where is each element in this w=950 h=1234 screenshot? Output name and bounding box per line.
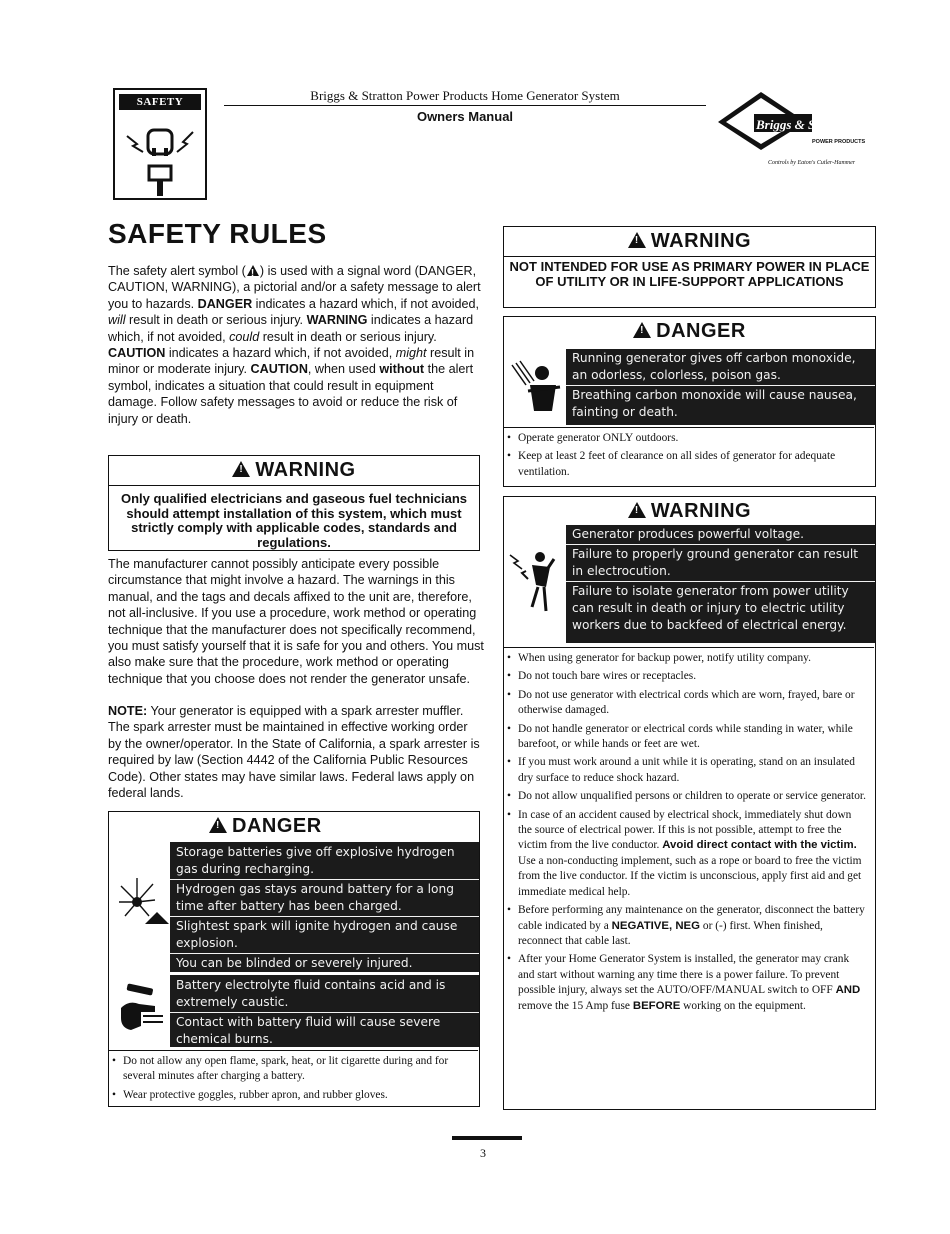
- battery-explosion-panel: Storage batteries give off explosive hydrogen gas during recharging. Hydrogen gas stays around battery for a long time after battery has been charged. Slightest spark will ignite hydrogen and cause explosion. You can be blinded or severely injured.: [170, 842, 479, 972]
- list-item: • Before performing any maintenance on the generator, disconnect the battery cable indicated by a NEGATIVE, NEG or (-) first. When finished, reconnect that cable last.: [504, 903, 874, 949]
- list-item: • Do not use generator with electrical cords which are worn, frayed, bare or otherwise damaged.: [504, 688, 874, 719]
- electrocution-icon: [506, 545, 564, 625]
- header-subtitle: Owners Manual: [416, 109, 514, 124]
- note-paragraph: NOTE: Your generator is equipped with a spark arrester muffler. The spark arrester must be maintained in effective working order by the owner/operator. In the State of California, a spark arrester is required by law (Section 4442 of the California Public Resources Code). Other states may have similar laws. Federal laws apply on federal lands.: [108, 704, 480, 801]
- toxic-fumes-icon: [506, 357, 564, 417]
- danger-alert-icon: [633, 322, 651, 338]
- safety-rules-icon-box: [113, 88, 207, 200]
- list-item: • Do not allow any open flame, spark, heat, or lit cigarette during and for several minutes after charging a battery.: [109, 1054, 478, 1085]
- list-item: • After your Home Generator System is installed, the generator may crank and start without warning any time there is a power failure. To prevent possible injury, always set the AUTO/OFF/MANUAL switch to OFF AND remove the 15 Amp fuse BEFORE working on the equipment.: [504, 952, 874, 1014]
- plug-hazard-icon: [115, 112, 205, 200]
- danger-heading: !DANGER: [109, 812, 479, 838]
- list-item: • Operate generator ONLY outdoors.: [504, 431, 874, 446]
- list-item: • When using generator for backup power, notify utility company.: [504, 651, 874, 666]
- header-titles: [224, 88, 706, 124]
- warning-voltage-box: [503, 496, 876, 1110]
- list-item: • If you must work around a unit while it is operating, stand on an insulated dry surface to reduce shock hazard.: [504, 755, 874, 786]
- warning-electricians-text: Only qualified electricians and gaseous fuel technicians should attempt installation of this system, which must strictly comply with applicable codes, standards and regulations.: [120, 491, 468, 550]
- battery-acid-panel: Battery electrolyte fluid contains acid and is extremely caustic. Contact with battery fluid will cause severe chemical burns.: [170, 975, 479, 1047]
- voltage-panel: Generator produces powerful voltage. Failure to properly ground generator can result in electrocution. Failure to isolate generator from power utility can result in death or injury to electric utility workers due to backfeed of electrical energy.: [566, 525, 875, 643]
- warning-alert-icon: [628, 232, 646, 248]
- logo-tagline: Controls by Eaton's Cutler-Hammer: [768, 160, 856, 166]
- safety-alert-icon: [247, 265, 259, 276]
- warning-alert-icon: [628, 502, 646, 518]
- logo-subtext: POWER PRODUCTS: [812, 139, 866, 145]
- manufacturer-paragraph: The manufacturer cannot possibly anticipate every possible circumstance that might involve a hazard. The warnings in this manual, and the tags and decals affixed to the unit are, therefore, not all-inclusive. If you use a procedure, work method or operating technique that the manufacturer does not specifically recommend, you must satisfy yourself that it is safe for you and others. You must also make sure that the procedure, work method or operating technique that you choose does not render the generator unsafe.: [108, 557, 484, 686]
- page-title: SAFETY RULES: [108, 218, 327, 249]
- warning-heading: !WARNING: [109, 456, 479, 482]
- page-number-rule: [452, 1136, 522, 1140]
- page-number: 3: [480, 1146, 486, 1160]
- logo-text: Briggs & Stratton: [756, 117, 852, 132]
- warning-heading: !WARNING: [504, 497, 875, 523]
- warning-life-support-box: [503, 226, 876, 308]
- safety-rules-tag: SAFETY RULES: [119, 94, 201, 110]
- warning-electricians-box: [108, 455, 480, 551]
- chemical-burn-icon: [115, 982, 169, 1042]
- battery-bullet-list: [109, 1054, 478, 1106]
- danger-alert-icon: [209, 817, 227, 833]
- header-title: Briggs & Stratton Power Products Home Generator System: [224, 88, 706, 106]
- briggs-stratton-logo: [716, 92, 876, 174]
- carbon-monoxide-bullets: [504, 431, 874, 483]
- danger-heading: !DANGER: [504, 317, 875, 343]
- note-label: NOTE:: [108, 704, 148, 718]
- danger-battery-box: [108, 811, 480, 1107]
- list-item: • In case of an accident caused by electrical shock, immediately shut down the source of electrical power. If this is not possible, attempt to free the victim from the live conductor. Avoid direct contact with the victim. Use a non-conducting implement, such as a rope or board to free the victim from the live conductor. If the victim is unconscious, apply first aid and get immediate medical help.: [504, 808, 874, 900]
- list-item: • Do not allow unqualified persons or children to operate or service generator.: [504, 789, 874, 804]
- intro-paragraph: The safety alert symbol (! ) is used with a signal word (DANGER, CAUTION, WARNING), a pictorial and/or a safety message to alert you to hazards. DANGER indicates a hazard which, if not avoided, will result in death or serious injury. WARNING indicates a hazard which, if not avoided, could result in death or serious injury. CAUTION indicates a hazard which, if not avoided, might result in minor or moderate injury. CAUTION, when used without the alert symbol, indicates a situation that could result in equipment damage. Follow safety messages to avoid or reduce the risk of injury or death.: [108, 263, 484, 427]
- list-item: • Wear protective goggles, rubber apron, and rubber gloves.: [109, 1088, 478, 1103]
- list-item: • Keep at least 2 feet of clearance on all sides of generator for adequate ventilation.: [504, 449, 874, 480]
- carbon-monoxide-panel: Running generator gives off carbon monoxide, an odorless, colorless, poison gas. Breathing carbon monoxide will cause nausea, fainting or death.: [566, 349, 875, 425]
- warning-heading: !WARNING: [504, 227, 875, 253]
- explosion-icon: [115, 872, 171, 932]
- life-support-text: NOT INTENDED FOR USE AS PRIMARY POWER IN PLACE OF UTILITY OR IN LIFE-SUPPORT APPLICATIONS: [509, 259, 870, 289]
- list-item: • Do not touch bare wires or receptacles.: [504, 669, 874, 684]
- warning-alert-icon: [232, 461, 250, 477]
- list-item: • Do not handle generator or electrical cords while standing in water, while barefoot, or while hands or feet are wet.: [504, 722, 874, 753]
- electrical-safety-bullets: [504, 651, 874, 1017]
- danger-carbon-monoxide-box: [503, 316, 876, 487]
